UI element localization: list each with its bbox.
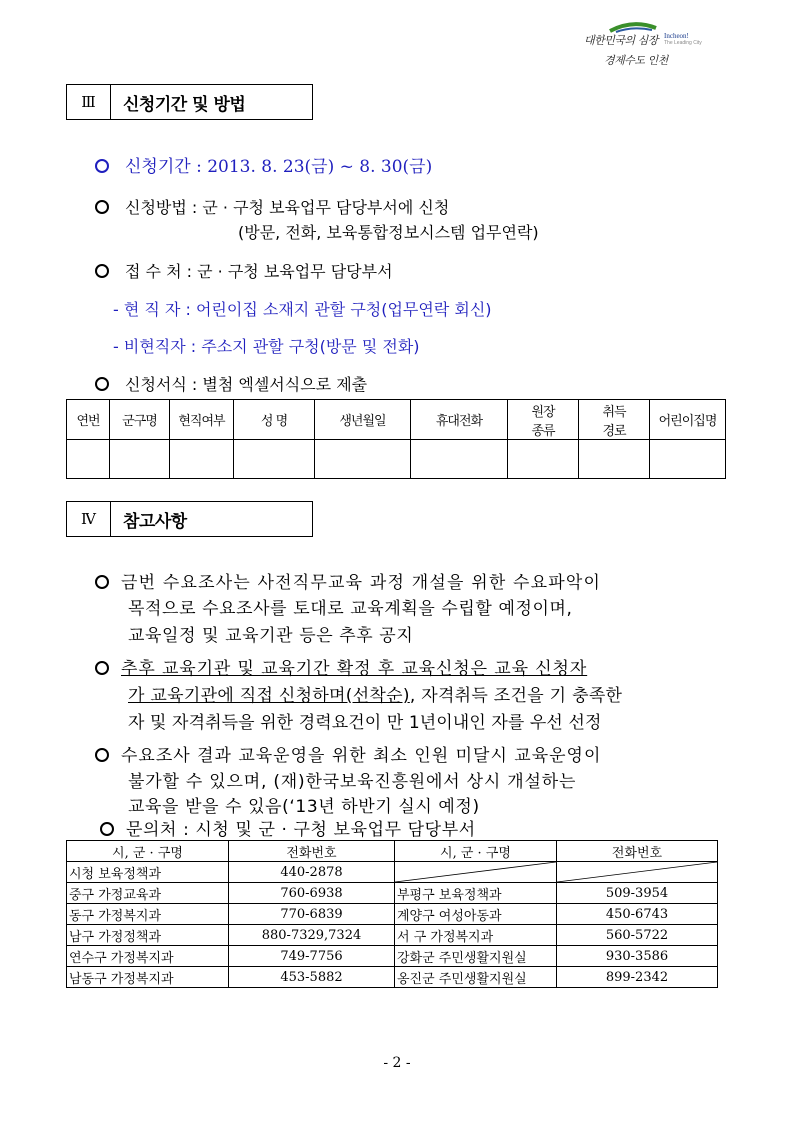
incumbent-line: - 현 직 자 : 어린이집 소재지 관할 구청(업무연락 회신)	[113, 300, 492, 319]
note-2-line-3: 자 및 자격취득을 위한 경력요건이 만 1년이내인 자를 우선 선정	[128, 713, 602, 733]
contact-phone: 930-3586	[557, 946, 718, 967]
form-empty-cell	[110, 440, 170, 479]
contact-office: 남구 가정정책과	[67, 925, 229, 946]
form-header-cell: 생년월일	[315, 400, 411, 440]
contact-office: 옹진군 주민생활지원실	[395, 967, 557, 988]
contact-header-cell: 전화번호	[229, 841, 395, 862]
contact-office: 부평구 보육정책과	[395, 883, 557, 904]
contact-office: 동구 가정복지과	[67, 904, 229, 925]
note-1-line-2: 목적으로 수요조사를 토대로 교육계획을 수립할 예정이며,	[128, 599, 573, 619]
form-header-cell: 성 명	[234, 400, 315, 440]
note-1-line-1	[95, 568, 601, 593]
form-empty-cell	[411, 440, 508, 479]
table-row	[67, 862, 718, 883]
form-header-cell: 현직여부	[170, 400, 234, 440]
circle-bullet-icon	[95, 200, 109, 214]
note-3-line-1	[95, 741, 601, 766]
note-1-line-3: 교육일정 및 교육기관 등은 추후 공지	[128, 626, 414, 646]
note-3-text: 수요조사 결과 교육운영을 위한 최소 인원 미달시 교육운영이	[121, 746, 602, 766]
contact-office: 연수구 가정복지과	[67, 946, 229, 967]
table-row	[67, 904, 718, 925]
note-3-line-2: 불가할 수 있으며, (재)한국보육진흥원에서 상시 개설하는	[128, 772, 577, 792]
note-2-line-2	[128, 681, 622, 706]
logo-korean-line2: 경제수도 인천	[604, 54, 668, 67]
contact-info-text: 문의처 : 시청 및 군 · 구청 보육업무 담당부서	[126, 820, 476, 840]
form-header-cell: 연번	[67, 400, 110, 440]
empty-diagonal-cell	[557, 862, 718, 883]
diagonal-line-icon	[557, 862, 717, 882]
form-header-cell: 어린이집명	[650, 400, 726, 440]
note-2-underlined-text: 가 교육기관에 직접 신청하며(선착순)	[128, 686, 410, 706]
contact-phone: 880-7329,7324	[229, 925, 395, 946]
logo-english-line1: Incheon!	[664, 32, 689, 40]
note-2-line-1	[95, 654, 587, 679]
note-3-line-3: 교육을 받을 수 있음(‘13년 하반기 실시 예정)	[128, 797, 480, 817]
circle-bullet-icon	[100, 822, 114, 836]
application-period	[95, 152, 432, 177]
section-4-number: Ⅳ	[67, 502, 111, 536]
form-header-row	[67, 400, 726, 440]
empty-diagonal-cell	[395, 862, 557, 883]
form-empty-cell	[508, 440, 579, 479]
contact-header-cell: 시, 군 · 구명	[395, 841, 557, 862]
form-empty-cell	[170, 440, 234, 479]
contact-header-row	[67, 841, 718, 862]
contact-phone: 509-3954	[557, 883, 718, 904]
application-method	[95, 195, 449, 218]
form-header-cell: 휴대전화	[411, 400, 508, 440]
form-header-cell: 군구명	[110, 400, 170, 440]
contact-header-cell: 전화번호	[557, 841, 718, 862]
application-form-text: 신청서식 : 별첨 엑셀서식으로 제출	[125, 375, 368, 394]
table-row	[67, 967, 718, 988]
note-2-underlined-text: 추후 교육기관 및 교육기간 확정 후 교육신청은 교육 신청자	[121, 659, 588, 679]
contact-phone: 749-7756	[229, 946, 395, 967]
application-method-text: 신청방법 : 군 · 구청 보육업무 담당부서에 신청	[125, 198, 450, 217]
table-row	[67, 883, 718, 904]
reception-office	[95, 259, 393, 282]
form-empty-row	[67, 440, 726, 479]
table-row	[67, 925, 718, 946]
form-empty-cell	[579, 440, 650, 479]
contact-phone: 450-6743	[557, 904, 718, 925]
form-empty-cell	[67, 440, 110, 479]
circle-bullet-icon	[95, 748, 109, 762]
application-form-table	[66, 399, 726, 479]
form-header-cell: 취득 경로	[579, 400, 650, 440]
contact-office: 중구 가정교육과	[67, 883, 229, 904]
application-period-text: 신청기간 : 2013. 8. 23(금) ~ 8. 30(금)	[125, 157, 433, 177]
contact-phone: 760-6938	[229, 883, 395, 904]
contact-office: 서 구 가정복지과	[395, 925, 557, 946]
contact-phone: 453-5882	[229, 967, 395, 988]
contact-table	[66, 840, 718, 988]
contact-office: 남동구 가정복지과	[67, 967, 229, 988]
section-3-heading	[66, 84, 313, 120]
note-1-text: 금번 수요조사는 사전직무교육 과정 개설을 위한 수요파악이	[121, 573, 602, 593]
logo-korean-line1: 대한민국의 심장	[584, 34, 658, 47]
contact-office: 강화군 주민생활지원실	[395, 946, 557, 967]
application-method-detail: (방문, 전화, 보육통합정보시스템 업무연락)	[238, 223, 539, 242]
note-2-text: , 자격취득 조건을 기 충족한	[409, 686, 623, 706]
form-empty-cell	[650, 440, 726, 479]
section-3-title: 신청기간 및 방법	[123, 94, 246, 115]
contact-header-cell: 시, 군 · 구명	[67, 841, 229, 862]
contact-phone: 899-2342	[557, 967, 718, 988]
contact-phone: 770-6839	[229, 904, 395, 925]
reception-office-text: 접 수 처 : 군 · 구청 보육업무 담당부서	[125, 262, 393, 281]
section-3-number: Ⅲ	[67, 85, 111, 119]
contact-phone: 560-5722	[557, 925, 718, 946]
form-empty-cell	[234, 440, 315, 479]
non-incumbent-line: - 비현직자 : 주소지 관할 구청(방문 및 전화)	[113, 337, 420, 356]
circle-bullet-icon	[95, 575, 109, 589]
page-number: - 2 -	[383, 1055, 411, 1071]
logo-english-line2: The Leading City	[664, 40, 702, 46]
circle-bullet-icon	[95, 661, 109, 675]
contact-phone: 440-2878	[229, 862, 395, 883]
form-empty-cell	[315, 440, 411, 479]
section-4-title: 참고사항	[123, 511, 187, 532]
form-header-cell: 원장 종류	[508, 400, 579, 440]
contact-info	[100, 815, 476, 840]
contact-office: 계양구 여성아동과	[395, 904, 557, 925]
circle-bullet-icon	[95, 264, 109, 278]
circle-bullet-icon	[95, 377, 109, 391]
contact-office: 시청 보육정책과	[67, 862, 229, 883]
diagonal-line-icon	[395, 862, 556, 882]
application-form	[95, 372, 367, 395]
circle-bullet-icon	[95, 159, 109, 173]
table-row	[67, 946, 718, 967]
incheon-logo	[584, 22, 716, 74]
section-4-heading	[66, 501, 313, 537]
